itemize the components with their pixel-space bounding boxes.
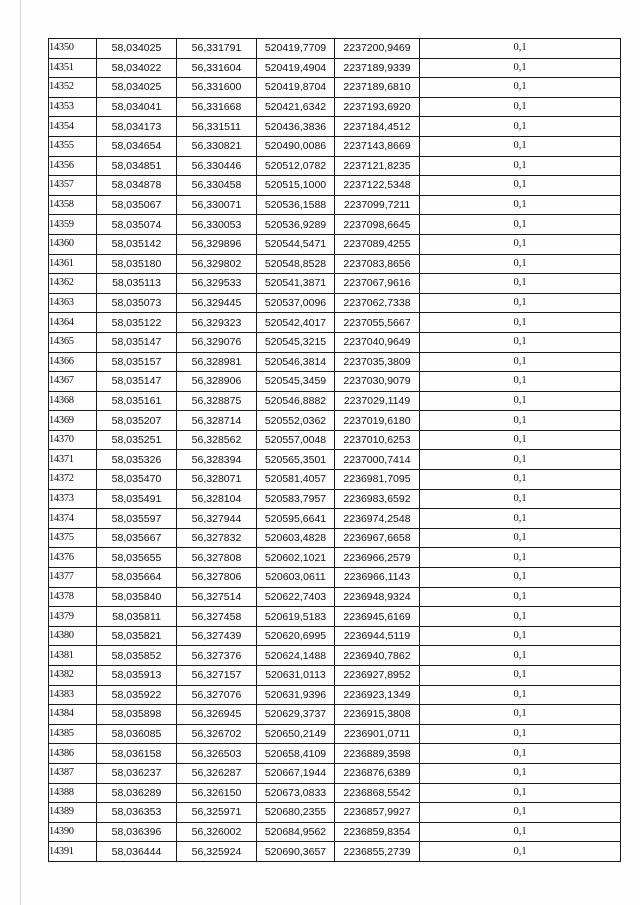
latitude-cell: 58,036085 bbox=[97, 724, 177, 744]
latitude-cell: 58,034654 bbox=[97, 136, 177, 156]
point-number: 14368 bbox=[49, 391, 97, 411]
accuracy-cell: 0,1 bbox=[420, 744, 621, 764]
table-row bbox=[49, 763, 621, 783]
point-number: 14372 bbox=[49, 470, 97, 490]
longitude-cell: 56,326287 bbox=[177, 763, 257, 783]
accuracy-cell: 0,1 bbox=[420, 489, 621, 509]
point-number: 14366 bbox=[49, 352, 97, 372]
longitude-cell: 56,328394 bbox=[177, 450, 257, 470]
point-number: 14377 bbox=[49, 568, 97, 588]
latitude-cell: 58,035147 bbox=[97, 332, 177, 352]
latitude-cell: 58,036353 bbox=[97, 803, 177, 823]
longitude-cell: 56,327514 bbox=[177, 587, 257, 607]
x-coordinate-cell: 520631,0113 bbox=[257, 666, 335, 686]
latitude-cell: 58,034022 bbox=[97, 58, 177, 78]
longitude-cell: 56,331791 bbox=[177, 39, 257, 59]
table-row bbox=[49, 156, 621, 176]
table-row bbox=[49, 97, 621, 117]
y-coordinate-cell: 2237010,6253 bbox=[335, 430, 420, 450]
accuracy-cell: 0,1 bbox=[420, 568, 621, 588]
longitude-cell: 56,331604 bbox=[177, 58, 257, 78]
y-coordinate-cell: 2237030,9079 bbox=[335, 372, 420, 392]
x-coordinate-cell: 520667,1944 bbox=[257, 763, 335, 783]
y-coordinate-cell: 2236944,5119 bbox=[335, 626, 420, 646]
longitude-cell: 56,329445 bbox=[177, 293, 257, 313]
longitude-cell: 56,327808 bbox=[177, 548, 257, 568]
x-coordinate-cell: 520581,4057 bbox=[257, 470, 335, 490]
accuracy-cell: 0,1 bbox=[420, 274, 621, 294]
table-row bbox=[49, 274, 621, 294]
latitude-cell: 58,035161 bbox=[97, 391, 177, 411]
x-coordinate-cell: 520546,3814 bbox=[257, 352, 335, 372]
point-number: 14361 bbox=[49, 254, 97, 274]
accuracy-cell: 0,1 bbox=[420, 783, 621, 803]
longitude-cell: 56,328906 bbox=[177, 372, 257, 392]
y-coordinate-cell: 2237089,4255 bbox=[335, 234, 420, 254]
latitude-cell: 58,035470 bbox=[97, 470, 177, 490]
longitude-cell: 56,326702 bbox=[177, 724, 257, 744]
latitude-cell: 58,035122 bbox=[97, 313, 177, 333]
accuracy-cell: 0,1 bbox=[420, 509, 621, 529]
x-coordinate-cell: 520545,3459 bbox=[257, 372, 335, 392]
accuracy-cell: 0,1 bbox=[420, 666, 621, 686]
longitude-cell: 56,329802 bbox=[177, 254, 257, 274]
table-row bbox=[49, 803, 621, 823]
point-number: 14371 bbox=[49, 450, 97, 470]
latitude-cell: 58,036289 bbox=[97, 783, 177, 803]
y-coordinate-cell: 2236915,3808 bbox=[335, 705, 420, 725]
latitude-cell: 58,035821 bbox=[97, 626, 177, 646]
y-coordinate-cell: 2236981,7095 bbox=[335, 470, 420, 490]
x-coordinate-cell: 520650,2149 bbox=[257, 724, 335, 744]
latitude-cell: 58,035180 bbox=[97, 254, 177, 274]
y-coordinate-cell: 2237019,6180 bbox=[335, 411, 420, 431]
table-row bbox=[49, 666, 621, 686]
longitude-cell: 56,328562 bbox=[177, 430, 257, 450]
longitude-cell: 56,327832 bbox=[177, 528, 257, 548]
table-row bbox=[49, 136, 621, 156]
x-coordinate-cell: 520603,4828 bbox=[257, 528, 335, 548]
accuracy-cell: 0,1 bbox=[420, 313, 621, 333]
accuracy-cell: 0,1 bbox=[420, 195, 621, 215]
x-coordinate-cell: 520595,6641 bbox=[257, 509, 335, 529]
latitude-cell: 58,035067 bbox=[97, 195, 177, 215]
table-row bbox=[49, 215, 621, 235]
latitude-cell: 58,035667 bbox=[97, 528, 177, 548]
table-row bbox=[49, 234, 621, 254]
point-number: 14390 bbox=[49, 822, 97, 842]
x-coordinate-cell: 520557,0048 bbox=[257, 430, 335, 450]
x-coordinate-cell: 520620,6995 bbox=[257, 626, 335, 646]
point-number: 14351 bbox=[49, 58, 97, 78]
table-row bbox=[49, 254, 621, 274]
accuracy-cell: 0,1 bbox=[420, 705, 621, 725]
point-number: 14388 bbox=[49, 783, 97, 803]
accuracy-cell: 0,1 bbox=[420, 78, 621, 98]
x-coordinate-cell: 520419,8704 bbox=[257, 78, 335, 98]
accuracy-cell: 0,1 bbox=[420, 548, 621, 568]
x-coordinate-cell: 520684,9562 bbox=[257, 822, 335, 842]
latitude-cell: 58,035811 bbox=[97, 607, 177, 627]
x-coordinate-cell: 520622,7403 bbox=[257, 587, 335, 607]
longitude-cell: 56,327157 bbox=[177, 666, 257, 686]
latitude-cell: 58,036237 bbox=[97, 763, 177, 783]
accuracy-cell: 0,1 bbox=[420, 372, 621, 392]
y-coordinate-cell: 2236923,1349 bbox=[335, 685, 420, 705]
point-number: 14375 bbox=[49, 528, 97, 548]
accuracy-cell: 0,1 bbox=[420, 724, 621, 744]
coordinates-table-body bbox=[49, 39, 621, 862]
latitude-cell: 58,035074 bbox=[97, 215, 177, 235]
latitude-cell: 58,035852 bbox=[97, 646, 177, 666]
x-coordinate-cell: 520680,2355 bbox=[257, 803, 335, 823]
point-number: 14381 bbox=[49, 646, 97, 666]
x-coordinate-cell: 520546,8882 bbox=[257, 391, 335, 411]
table-row bbox=[49, 39, 621, 59]
y-coordinate-cell: 2236857,9927 bbox=[335, 803, 420, 823]
longitude-cell: 56,329323 bbox=[177, 313, 257, 333]
table-row bbox=[49, 548, 621, 568]
table-row bbox=[49, 293, 621, 313]
x-coordinate-cell: 520565,3501 bbox=[257, 450, 335, 470]
latitude-cell: 58,034025 bbox=[97, 39, 177, 59]
latitude-cell: 58,035113 bbox=[97, 274, 177, 294]
longitude-cell: 56,330446 bbox=[177, 156, 257, 176]
latitude-cell: 58,035922 bbox=[97, 685, 177, 705]
latitude-cell: 58,035491 bbox=[97, 489, 177, 509]
table-row bbox=[49, 724, 621, 744]
longitude-cell: 56,331600 bbox=[177, 78, 257, 98]
x-coordinate-cell: 520537,0096 bbox=[257, 293, 335, 313]
x-coordinate-cell: 520512,0782 bbox=[257, 156, 335, 176]
longitude-cell: 56,328714 bbox=[177, 411, 257, 431]
table-row bbox=[49, 626, 621, 646]
longitude-cell: 56,330458 bbox=[177, 176, 257, 196]
accuracy-cell: 0,1 bbox=[420, 234, 621, 254]
accuracy-cell: 0,1 bbox=[420, 39, 621, 59]
latitude-cell: 58,034173 bbox=[97, 117, 177, 137]
longitude-cell: 56,330053 bbox=[177, 215, 257, 235]
longitude-cell: 56,329896 bbox=[177, 234, 257, 254]
x-coordinate-cell: 520541,3871 bbox=[257, 274, 335, 294]
x-coordinate-cell: 520421,6342 bbox=[257, 97, 335, 117]
accuracy-cell: 0,1 bbox=[420, 254, 621, 274]
accuracy-cell: 0,1 bbox=[420, 411, 621, 431]
longitude-cell: 56,327076 bbox=[177, 685, 257, 705]
x-coordinate-cell: 520419,7709 bbox=[257, 39, 335, 59]
table-row bbox=[49, 607, 621, 627]
table-row bbox=[49, 528, 621, 548]
x-coordinate-cell: 520536,1588 bbox=[257, 195, 335, 215]
longitude-cell: 56,325924 bbox=[177, 842, 257, 862]
x-coordinate-cell: 520490,0086 bbox=[257, 136, 335, 156]
x-coordinate-cell: 520583,7957 bbox=[257, 489, 335, 509]
y-coordinate-cell: 2237122,5348 bbox=[335, 176, 420, 196]
point-number: 14386 bbox=[49, 744, 97, 764]
y-coordinate-cell: 2237000,7414 bbox=[335, 450, 420, 470]
y-coordinate-cell: 2236983,6592 bbox=[335, 489, 420, 509]
longitude-cell: 56,327376 bbox=[177, 646, 257, 666]
point-number: 14378 bbox=[49, 587, 97, 607]
longitude-cell: 56,329076 bbox=[177, 332, 257, 352]
x-coordinate-cell: 520419,4904 bbox=[257, 58, 335, 78]
y-coordinate-cell: 2236859,8354 bbox=[335, 822, 420, 842]
table-row bbox=[49, 744, 621, 764]
longitude-cell: 56,326945 bbox=[177, 705, 257, 725]
latitude-cell: 58,035147 bbox=[97, 372, 177, 392]
table-row bbox=[49, 352, 621, 372]
table-row bbox=[49, 332, 621, 352]
latitude-cell: 58,036444 bbox=[97, 842, 177, 862]
y-coordinate-cell: 2236855,2739 bbox=[335, 842, 420, 862]
y-coordinate-cell: 2237035,3809 bbox=[335, 352, 420, 372]
latitude-cell: 58,035207 bbox=[97, 411, 177, 431]
longitude-cell: 56,327458 bbox=[177, 607, 257, 627]
longitude-cell: 56,327439 bbox=[177, 626, 257, 646]
table-row bbox=[49, 568, 621, 588]
point-number: 14373 bbox=[49, 489, 97, 509]
table-row bbox=[49, 783, 621, 803]
table-row bbox=[49, 372, 621, 392]
accuracy-cell: 0,1 bbox=[420, 587, 621, 607]
accuracy-cell: 0,1 bbox=[420, 763, 621, 783]
latitude-cell: 58,034878 bbox=[97, 176, 177, 196]
y-coordinate-cell: 2236901,0711 bbox=[335, 724, 420, 744]
point-number: 14354 bbox=[49, 117, 97, 137]
point-number: 14364 bbox=[49, 313, 97, 333]
longitude-cell: 56,325971 bbox=[177, 803, 257, 823]
accuracy-cell: 0,1 bbox=[420, 470, 621, 490]
table-row bbox=[49, 509, 621, 529]
accuracy-cell: 0,1 bbox=[420, 607, 621, 627]
table-row bbox=[49, 117, 621, 137]
y-coordinate-cell: 2236974,2548 bbox=[335, 509, 420, 529]
x-coordinate-cell: 520690,3657 bbox=[257, 842, 335, 862]
point-number: 14360 bbox=[49, 234, 97, 254]
x-coordinate-cell: 520552,0362 bbox=[257, 411, 335, 431]
table-row bbox=[49, 705, 621, 725]
x-coordinate-cell: 520603,0611 bbox=[257, 568, 335, 588]
point-number: 14352 bbox=[49, 78, 97, 98]
point-number: 14383 bbox=[49, 685, 97, 705]
point-number: 14382 bbox=[49, 666, 97, 686]
accuracy-cell: 0,1 bbox=[420, 528, 621, 548]
y-coordinate-cell: 2236945,6169 bbox=[335, 607, 420, 627]
y-coordinate-cell: 2237062,7338 bbox=[335, 293, 420, 313]
accuracy-cell: 0,1 bbox=[420, 450, 621, 470]
x-coordinate-cell: 520545,3215 bbox=[257, 332, 335, 352]
x-coordinate-cell: 520548,8528 bbox=[257, 254, 335, 274]
point-number: 14353 bbox=[49, 97, 97, 117]
accuracy-cell: 0,1 bbox=[420, 215, 621, 235]
accuracy-cell: 0,1 bbox=[420, 842, 621, 862]
latitude-cell: 58,035840 bbox=[97, 587, 177, 607]
point-number: 14391 bbox=[49, 842, 97, 862]
y-coordinate-cell: 2237029,1149 bbox=[335, 391, 420, 411]
coordinates-table bbox=[48, 38, 621, 862]
point-number: 14387 bbox=[49, 763, 97, 783]
y-coordinate-cell: 2237083,8656 bbox=[335, 254, 420, 274]
point-number: 14356 bbox=[49, 156, 97, 176]
y-coordinate-cell: 2237189,6810 bbox=[335, 78, 420, 98]
accuracy-cell: 0,1 bbox=[420, 685, 621, 705]
x-coordinate-cell: 520658,4109 bbox=[257, 744, 335, 764]
point-number: 14357 bbox=[49, 176, 97, 196]
table-row bbox=[49, 78, 621, 98]
x-coordinate-cell: 520631,9396 bbox=[257, 685, 335, 705]
y-coordinate-cell: 2237200,9469 bbox=[335, 39, 420, 59]
x-coordinate-cell: 520544,5471 bbox=[257, 234, 335, 254]
table-row bbox=[49, 195, 621, 215]
table-row bbox=[49, 58, 621, 78]
longitude-cell: 56,328875 bbox=[177, 391, 257, 411]
longitude-cell: 56,327806 bbox=[177, 568, 257, 588]
table-row bbox=[49, 313, 621, 333]
point-number: 14363 bbox=[49, 293, 97, 313]
accuracy-cell: 0,1 bbox=[420, 97, 621, 117]
longitude-cell: 56,326503 bbox=[177, 744, 257, 764]
y-coordinate-cell: 2236948,9324 bbox=[335, 587, 420, 607]
point-number: 14369 bbox=[49, 411, 97, 431]
y-coordinate-cell: 2236966,2579 bbox=[335, 548, 420, 568]
accuracy-cell: 0,1 bbox=[420, 332, 621, 352]
table-row bbox=[49, 430, 621, 450]
x-coordinate-cell: 520602,1021 bbox=[257, 548, 335, 568]
longitude-cell: 56,326002 bbox=[177, 822, 257, 842]
y-coordinate-cell: 2236967,6658 bbox=[335, 528, 420, 548]
table-row bbox=[49, 176, 621, 196]
x-coordinate-cell: 520673,0833 bbox=[257, 783, 335, 803]
longitude-cell: 56,330071 bbox=[177, 195, 257, 215]
point-number: 14370 bbox=[49, 430, 97, 450]
y-coordinate-cell: 2236889,3598 bbox=[335, 744, 420, 764]
longitude-cell: 56,331668 bbox=[177, 97, 257, 117]
point-number: 14358 bbox=[49, 195, 97, 215]
table-row bbox=[49, 470, 621, 490]
accuracy-cell: 0,1 bbox=[420, 803, 621, 823]
y-coordinate-cell: 2236940,7862 bbox=[335, 646, 420, 666]
latitude-cell: 58,034025 bbox=[97, 78, 177, 98]
accuracy-cell: 0,1 bbox=[420, 293, 621, 313]
latitude-cell: 58,035326 bbox=[97, 450, 177, 470]
point-number: 14379 bbox=[49, 607, 97, 627]
table-row bbox=[49, 587, 621, 607]
latitude-cell: 58,035142 bbox=[97, 234, 177, 254]
point-number: 14376 bbox=[49, 548, 97, 568]
latitude-cell: 58,035597 bbox=[97, 509, 177, 529]
point-number: 14384 bbox=[49, 705, 97, 725]
latitude-cell: 58,035251 bbox=[97, 430, 177, 450]
point-number: 14362 bbox=[49, 274, 97, 294]
table-row bbox=[49, 489, 621, 509]
x-coordinate-cell: 520536,9289 bbox=[257, 215, 335, 235]
accuracy-cell: 0,1 bbox=[420, 176, 621, 196]
x-coordinate-cell: 520629,3737 bbox=[257, 705, 335, 725]
y-coordinate-cell: 2237184,4512 bbox=[335, 117, 420, 137]
y-coordinate-cell: 2236876,6389 bbox=[335, 763, 420, 783]
accuracy-cell: 0,1 bbox=[420, 58, 621, 78]
accuracy-cell: 0,1 bbox=[420, 822, 621, 842]
longitude-cell: 56,328071 bbox=[177, 470, 257, 490]
point-number: 14389 bbox=[49, 803, 97, 823]
longitude-cell: 56,328104 bbox=[177, 489, 257, 509]
longitude-cell: 56,326150 bbox=[177, 783, 257, 803]
y-coordinate-cell: 2237193,6920 bbox=[335, 97, 420, 117]
y-coordinate-cell: 2237099,7211 bbox=[335, 195, 420, 215]
accuracy-cell: 0,1 bbox=[420, 430, 621, 450]
y-coordinate-cell: 2237040,9649 bbox=[335, 332, 420, 352]
accuracy-cell: 0,1 bbox=[420, 391, 621, 411]
table-row bbox=[49, 646, 621, 666]
point-number: 14359 bbox=[49, 215, 97, 235]
accuracy-cell: 0,1 bbox=[420, 646, 621, 666]
table-row bbox=[49, 685, 621, 705]
longitude-cell: 56,329533 bbox=[177, 274, 257, 294]
point-number: 14367 bbox=[49, 372, 97, 392]
table-row bbox=[49, 822, 621, 842]
accuracy-cell: 0,1 bbox=[420, 117, 621, 137]
point-number: 14365 bbox=[49, 332, 97, 352]
y-coordinate-cell: 2237143,8669 bbox=[335, 136, 420, 156]
accuracy-cell: 0,1 bbox=[420, 352, 621, 372]
latitude-cell: 58,035655 bbox=[97, 548, 177, 568]
y-coordinate-cell: 2236966,1143 bbox=[335, 568, 420, 588]
latitude-cell: 58,036396 bbox=[97, 822, 177, 842]
y-coordinate-cell: 2237189,9339 bbox=[335, 58, 420, 78]
latitude-cell: 58,035913 bbox=[97, 666, 177, 686]
latitude-cell: 58,035073 bbox=[97, 293, 177, 313]
y-coordinate-cell: 2237121,8235 bbox=[335, 156, 420, 176]
y-coordinate-cell: 2237067,9616 bbox=[335, 274, 420, 294]
y-coordinate-cell: 2237055,5667 bbox=[335, 313, 420, 333]
x-coordinate-cell: 520515,1000 bbox=[257, 176, 335, 196]
y-coordinate-cell: 2236927,8952 bbox=[335, 666, 420, 686]
latitude-cell: 58,036158 bbox=[97, 744, 177, 764]
point-number: 14385 bbox=[49, 724, 97, 744]
table-row bbox=[49, 411, 621, 431]
table-row bbox=[49, 842, 621, 862]
y-coordinate-cell: 2237098,6645 bbox=[335, 215, 420, 235]
accuracy-cell: 0,1 bbox=[420, 136, 621, 156]
longitude-cell: 56,331511 bbox=[177, 117, 257, 137]
latitude-cell: 58,034041 bbox=[97, 97, 177, 117]
point-number: 14374 bbox=[49, 509, 97, 529]
latitude-cell: 58,034851 bbox=[97, 156, 177, 176]
longitude-cell: 56,328981 bbox=[177, 352, 257, 372]
y-coordinate-cell: 2236868,5542 bbox=[335, 783, 420, 803]
page-edge-line bbox=[20, 0, 21, 905]
longitude-cell: 56,327944 bbox=[177, 509, 257, 529]
x-coordinate-cell: 520542,4017 bbox=[257, 313, 335, 333]
point-number: 14355 bbox=[49, 136, 97, 156]
latitude-cell: 58,035898 bbox=[97, 705, 177, 725]
latitude-cell: 58,035157 bbox=[97, 352, 177, 372]
x-coordinate-cell: 520624,1488 bbox=[257, 646, 335, 666]
point-number: 14380 bbox=[49, 626, 97, 646]
longitude-cell: 56,330821 bbox=[177, 136, 257, 156]
x-coordinate-cell: 520619,5183 bbox=[257, 607, 335, 627]
table-row bbox=[49, 391, 621, 411]
point-number: 14350 bbox=[49, 39, 97, 59]
latitude-cell: 58,035664 bbox=[97, 568, 177, 588]
accuracy-cell: 0,1 bbox=[420, 156, 621, 176]
x-coordinate-cell: 520436,3836 bbox=[257, 117, 335, 137]
accuracy-cell: 0,1 bbox=[420, 626, 621, 646]
table-row bbox=[49, 450, 621, 470]
